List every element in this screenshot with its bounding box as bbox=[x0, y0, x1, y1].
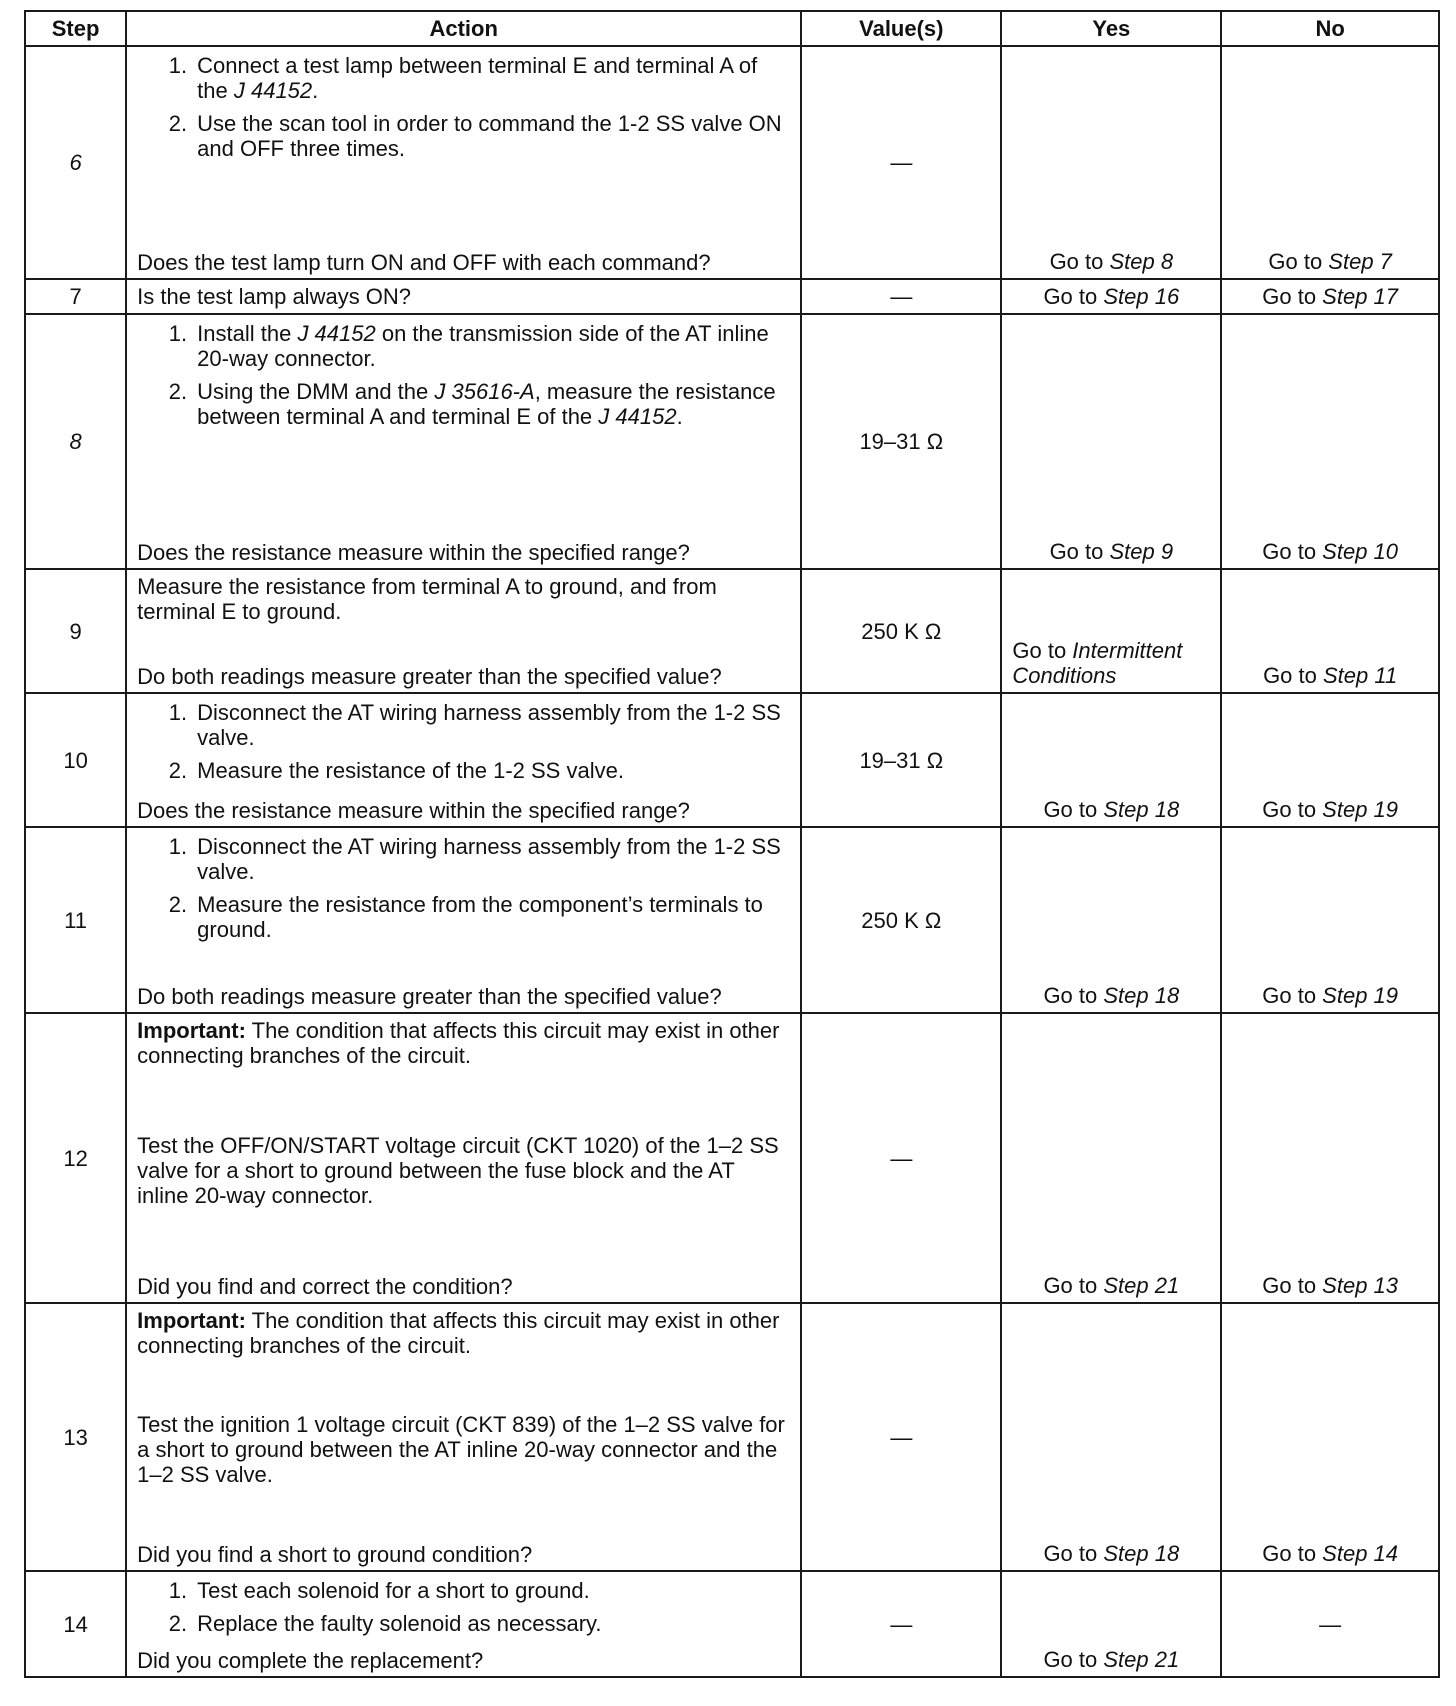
question: Does the resistance measure within the specified range? bbox=[137, 540, 690, 565]
yes-cell: Go to Step 21 bbox=[1001, 1013, 1221, 1303]
header-step: Step bbox=[25, 11, 126, 46]
action-cell bbox=[126, 827, 801, 1013]
yes-cell: Go to Step 8 bbox=[1001, 46, 1221, 279]
no-cell: Go to Step 7 bbox=[1221, 46, 1439, 279]
action-list bbox=[137, 832, 790, 942]
yes-cell: Go to Step 9 bbox=[1001, 314, 1221, 569]
action-list bbox=[137, 319, 790, 437]
step-number: 7 bbox=[25, 279, 126, 314]
table-row bbox=[25, 1303, 1439, 1571]
table-row bbox=[25, 693, 1439, 827]
question: Do both readings measure greater than the specified value? bbox=[137, 984, 722, 1009]
yes-cell: Go to Step 18 bbox=[1001, 693, 1221, 827]
header-no: No bbox=[1221, 11, 1439, 46]
tool-ref: J 44152 bbox=[297, 321, 376, 346]
no-cell: Go to Step 19 bbox=[1221, 827, 1439, 1013]
step-number: 10 bbox=[25, 693, 126, 827]
yes-cell: Go to Step 21 bbox=[1001, 1571, 1221, 1677]
list-item: 2. Replace the faulty solenoid as necessary. bbox=[168, 1611, 602, 1636]
list-item: 2. Using the DMM and the J 35616-A, measure the resistance between terminal A and terminal E of the J 44152. bbox=[168, 379, 776, 429]
question: Did you find and correct the condition? bbox=[137, 1274, 513, 1299]
table-row bbox=[25, 569, 1439, 693]
step-number: 8 bbox=[25, 314, 126, 569]
question: Did you complete the replacement? bbox=[137, 1648, 484, 1673]
action-cell bbox=[126, 46, 801, 279]
action-text: Test the ignition 1 voltage circuit (CKT 839) of the 1–2 SS valve for a short to ground between the AT inline 20-way connector and the 1–2 SS valve. bbox=[137, 1411, 785, 1487]
question: Does the resistance measure within the specified range? bbox=[137, 798, 690, 823]
no-cell: Go to Step 10 bbox=[1221, 314, 1439, 569]
list-item: 1. Connect a test lamp between terminal E and terminal A of the J 44152. bbox=[168, 53, 758, 103]
action-text: Test the OFF/ON/START voltage circuit (CKT 1020) of the 1–2 SS valve for a short to ground between the fuse block and the AT inline 20-way connector. bbox=[137, 1132, 779, 1208]
list-item: 1. Install the J 44152 on the transmission side of the AT inline 20-way connector. bbox=[168, 321, 769, 371]
action-cell bbox=[126, 1571, 801, 1677]
value-cell: — bbox=[801, 279, 1001, 314]
action-cell bbox=[126, 693, 801, 827]
tool-ref: J 35616-A bbox=[434, 379, 535, 404]
table-row bbox=[25, 279, 1439, 314]
action-list bbox=[137, 1576, 790, 1636]
no-cell: — bbox=[1221, 1571, 1439, 1677]
value-cell: — bbox=[801, 1571, 1001, 1677]
action-text: Measure the resistance from terminal A to ground, and from terminal E to ground. bbox=[137, 574, 717, 624]
no-cell: Go to Step 14 bbox=[1221, 1303, 1439, 1571]
action-list bbox=[137, 698, 790, 783]
question: Does the test lamp turn ON and OFF with each command? bbox=[137, 250, 711, 275]
table-row bbox=[25, 827, 1439, 1013]
action-list bbox=[137, 51, 790, 169]
table-row bbox=[25, 314, 1439, 569]
step-number: 14 bbox=[25, 1571, 126, 1677]
header-values: Value(s) bbox=[801, 11, 1001, 46]
value-cell: 250 K Ω bbox=[801, 569, 1001, 693]
step-number: 9 bbox=[25, 569, 126, 693]
table-row bbox=[25, 46, 1439, 279]
header-yes: Yes bbox=[1001, 11, 1221, 46]
tool-ref: J 44152 bbox=[598, 404, 677, 429]
no-cell: Go to Step 19 bbox=[1221, 693, 1439, 827]
diagnostic-table bbox=[24, 10, 1440, 1678]
value-cell: — bbox=[801, 46, 1001, 279]
question: Is the test lamp always ON? bbox=[126, 279, 801, 314]
table-row bbox=[25, 1013, 1439, 1303]
yes-cell: Go to Step 18 bbox=[1001, 1303, 1221, 1571]
list-item: 2. Use the scan tool in order to command the 1-2 SS valve ON and OFF three times. bbox=[168, 111, 782, 161]
important-note: Important: The condition that affects this circuit may exist in other connecting branches of the circuit. bbox=[137, 1308, 780, 1358]
yes-cell: Go to Step 18 bbox=[1001, 827, 1221, 1013]
step-number: 6 bbox=[25, 46, 126, 279]
important-note: Important: The condition that affects this circuit may exist in other connecting branches of the circuit. bbox=[137, 1018, 780, 1068]
header-action: Action bbox=[126, 11, 801, 46]
list-item: 1. Disconnect the AT wiring harness assembly from the 1-2 SS valve. bbox=[168, 834, 781, 884]
no-cell: Go to Step 13 bbox=[1221, 1013, 1439, 1303]
value-cell: 19–31 Ω bbox=[801, 314, 1001, 569]
list-item: 2. Measure the resistance of the 1-2 SS valve. bbox=[168, 758, 624, 783]
yes-cell: Go to Step 16 bbox=[1001, 279, 1221, 314]
action-cell bbox=[126, 569, 801, 693]
header-row bbox=[25, 11, 1439, 46]
tool-ref: J 44152 bbox=[233, 78, 313, 103]
no-cell: Go to Step 11 bbox=[1221, 569, 1439, 693]
question: Do both readings measure greater than the specified value? bbox=[137, 664, 722, 689]
list-item: 2. Measure the resistance from the component’s terminals to ground. bbox=[168, 892, 763, 942]
step-number: 12 bbox=[25, 1013, 126, 1303]
list-item: 1. Disconnect the AT wiring harness assembly from the 1-2 SS valve. bbox=[168, 700, 781, 750]
value-cell: — bbox=[801, 1303, 1001, 1571]
no-cell: Go to Step 17 bbox=[1221, 279, 1439, 314]
action-cell bbox=[126, 1013, 801, 1303]
list-item: 1. Test each solenoid for a short to ground. bbox=[168, 1578, 590, 1603]
value-cell: 19–31 Ω bbox=[801, 693, 1001, 827]
step-number: 11 bbox=[25, 827, 126, 1013]
table-row bbox=[25, 1571, 1439, 1677]
value-cell: 250 K Ω bbox=[801, 827, 1001, 1013]
yes-cell: Go to Intermittent Conditions bbox=[1001, 569, 1221, 693]
action-cell bbox=[126, 1303, 801, 1571]
action-cell bbox=[126, 314, 801, 569]
step-number: 13 bbox=[25, 1303, 126, 1571]
question: Did you find a short to ground condition? bbox=[137, 1542, 533, 1567]
value-cell: — bbox=[801, 1013, 1001, 1303]
